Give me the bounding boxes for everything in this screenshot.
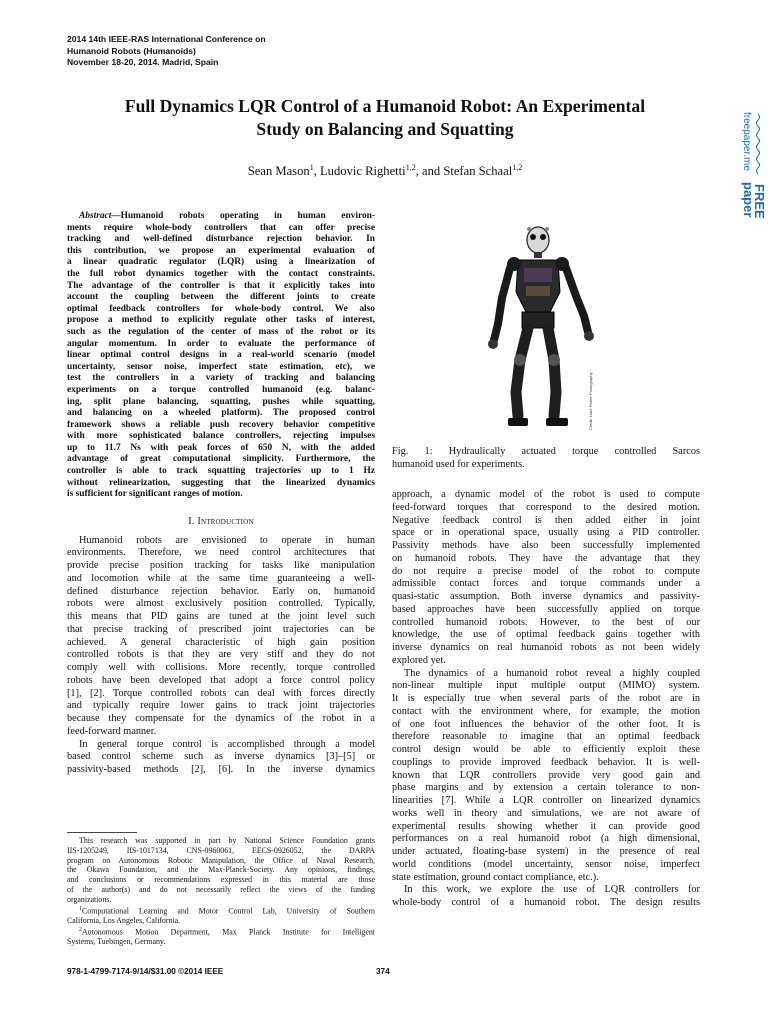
watermark-free-text: FREE [752, 184, 767, 219]
body-line: Humanoid robots are envisioned to operate in human [79, 534, 375, 546]
body-line: Passivity methods have also been successfully implemented [392, 540, 700, 551]
author-affiliation-mark: 1,2 [512, 163, 523, 172]
left-column [67, 211, 375, 777]
footnote-line: organizations. [67, 894, 112, 904]
abstract [67, 211, 375, 501]
footnote-line: IIS-1205249, IIS-1017134, CNS-0960061, EECS-0926052, the DARPA [67, 845, 375, 855]
body-line: provide precise position tracking for tasks like manipulation [67, 560, 375, 572]
robot-chest-wiring [524, 268, 552, 282]
freepaper-watermark-logo [728, 92, 767, 232]
robot-arm-right [494, 268, 510, 340]
right-column [392, 489, 700, 910]
footnote-text: Autonomous Motion Department, Max Planck Institute for Intelligent [82, 927, 375, 937]
robot-hand-right [488, 339, 498, 349]
abstract-line: uncertainty, sensor noise, imperfect state estimation, etc), we [67, 361, 375, 372]
photo-credit-text: Credit: Luke Fisher Photography [588, 372, 593, 430]
body-line: comply well with collisions. More recently, torque controlled [67, 662, 375, 674]
body-line: and typically require lower gains to track joint trajectories [67, 700, 375, 712]
robot-leg-left [548, 328, 556, 416]
body-line: In this work, we explore the use of LQR controllers for [404, 884, 700, 896]
abstract-line: controller is able to track squatting trajectories up to 1 Hz [67, 466, 375, 477]
caption-line: humanoid used for experiments. [392, 458, 525, 470]
photo-credit [588, 340, 598, 440]
footnote-line [67, 905, 375, 916]
body-line: controlled humanoid robots. However, to the best of our [392, 616, 700, 628]
body-line: therefore reasonable to imagine that an optimal feedback [392, 731, 700, 743]
abstract-line: linear optimal control designs in a real-world scenario (model [67, 350, 375, 361]
body-line: and locomotion while at the same time guaranteeing a well- [67, 572, 375, 584]
footnote-line: of the author(s) and do not necessarily reflect the views of the funding [67, 884, 375, 894]
body-line: space or in operational space, usually using a PID controller. [392, 527, 700, 539]
robot-foot-right [508, 418, 528, 426]
abstract-line: and balancing on a wheeled platform). The proposed control [67, 408, 375, 419]
right-paragraph-1 [392, 489, 700, 668]
robot-chest-electronics [526, 286, 550, 296]
robot-head-sensor [545, 227, 549, 231]
abstract-line: ments require whole-body controllers that can offer precise [67, 222, 375, 233]
body-line: experimental results showing whether it can provide good [392, 820, 700, 832]
conference-line: November 18-20, 2014. Madrid, Spain [67, 57, 219, 67]
footer-isbn: 978-1-4799-7174-9/14/$31.00 ©2014 IEEE [67, 967, 224, 976]
body-line: based control scheme such as inverse dynamics [3]–[5] or [67, 751, 375, 763]
body-line: performances on a real humanoid robot (a high dimensional, [392, 833, 700, 845]
abstract-dash: — [111, 211, 121, 221]
abstract-line: The advantage of the controller is that it explicitly takes into [67, 280, 375, 291]
body-line: control design would be able to efficiently exploit these [392, 744, 700, 755]
robot-foot-left [546, 418, 568, 426]
abstract-line: test the controllers in a variety of tracking and balancing [67, 373, 375, 384]
robot-knee-right [514, 354, 526, 366]
body-line: do not require a precise model of the robot to compute [392, 565, 700, 577]
body-line: contact with the environment where, for example, the motion [392, 705, 700, 717]
affiliation-mark: 1 [79, 905, 82, 912]
right-paragraph-3 [392, 884, 700, 910]
footnote-line [67, 926, 375, 937]
abstract-line: without relinearization, suggesting that the linearized dynamics [67, 477, 375, 488]
abstract-line: Humanoid robots operating in human environ- [120, 211, 375, 221]
body-line: state estimation, ground contact compliance, etc.). [392, 871, 599, 883]
body-line: non-linear multiple input multiple output (MIMO) system. [392, 680, 700, 692]
body-line: feed-forward torques that correspond to the desired motion. [392, 501, 700, 513]
conference-line: 2014 14th IEEE-RAS International Conference on [67, 34, 266, 44]
body-line: It is especially true when several parts of the robot are in [392, 693, 700, 704]
author-name: Ludovic Righetti [319, 164, 406, 179]
footnote-line: California, Los Angeles, California. [67, 916, 181, 925]
abstract-line: the full robot dynamics together with the contact constraints. [67, 268, 375, 279]
abstract-line: ing, split plane balancing, squatting, pushes while squatting, [67, 396, 375, 407]
body-line: whole-body control of a humanoid robot. The design results [392, 897, 700, 908]
section-numeral: I. [188, 515, 198, 527]
robot-knee-left [548, 354, 560, 366]
abstract-line: with more sophisticated balance controllers, rejecting impulses [67, 431, 375, 442]
abstract-line: such as the regulation of the center of mass of the robot or its [67, 326, 375, 337]
body-line: robots were almost exclusively position controlled. Typically, [67, 598, 375, 610]
abstract-line: propose a method to explicitly regulate other tasks of interest, [67, 315, 375, 326]
body-line: feed-forward manner. [67, 725, 157, 737]
author-affiliation-mark: 1 [309, 163, 314, 172]
author-list [60, 163, 710, 179]
body-line: known that LQR controllers provide very good gain and [392, 769, 700, 781]
intro-paragraph-2 [67, 739, 375, 777]
footnote-line: and conclusions or recommendations expressed in this material are those [67, 875, 375, 885]
affiliation-footnote-2 [67, 926, 375, 947]
author-name: Stefan Schaal [443, 164, 513, 179]
watermark-arabic-script [757, 114, 760, 174]
section-title: Introduction [197, 515, 254, 527]
abstract-line: tracking and well-defined disturbance rejection behavior. In [67, 234, 375, 245]
body-line: [1], [2]. Torque controlled robots can deal with forces directly [67, 687, 375, 699]
funding-footnote [67, 836, 375, 905]
abstract-first-line [67, 211, 375, 223]
affiliation-footnote-1 [67, 905, 375, 926]
body-line: controlled robots is that they are very stiff and they do not [67, 649, 375, 661]
abstract-line: is sufficient for significant ranges of motion. [67, 489, 243, 500]
abstract-line: this contribution, we propose an experimental evaluation of [67, 245, 375, 256]
title-line: Study on Balancing and Squatting [256, 119, 514, 139]
footnote-line: the Okawa Foundation, and the Max-Planck-Society. Any opinions, findings, [67, 865, 375, 875]
robot-head-sensor [527, 227, 531, 231]
figure-caption [392, 446, 700, 472]
body-line: of one foot influences the behavior of the other foot. It is [392, 718, 700, 730]
abstract-line: account the coupling between the different joints to create [67, 292, 375, 303]
body-line: The dynamics of a humanoid robot reveal a highly coupled [404, 667, 700, 679]
body-line: approach, a dynamic model of the robot is used to compute [392, 489, 700, 500]
abstract-line: advantage of great computational simplicity. Furthermore, the [67, 454, 375, 465]
abstract-line: up to 11.7 Ns with peak forces of 650 N, with the added [67, 442, 375, 453]
footnotes [67, 836, 375, 947]
author-affiliation-mark: 1,2 [405, 163, 416, 172]
body-line: linearities [7]. While a LQR controller on linearized dynamics [392, 795, 700, 806]
section-heading-introduction [67, 516, 375, 529]
page-number: 374 [376, 967, 390, 976]
body-line: inverse dynamics on real humanoid robots as not been widely [392, 642, 700, 653]
right-paragraph-2 [392, 668, 700, 885]
robot-leg-right [516, 328, 528, 416]
body-line: In general torque control is accomplished through a model [79, 738, 375, 750]
body-line: achieved. A general characteristic of high gain position [67, 636, 375, 648]
body-line: Negative feedback control is then added either in joint [392, 514, 700, 526]
body-line: environments. Therefore, we need control architectures that [67, 547, 375, 559]
body-line: quasi-static assumption. Both inverse dynamics and passivity- [392, 591, 700, 602]
affiliation-mark: 2 [79, 926, 82, 933]
watermark-url-text: freepaper.me [741, 112, 752, 171]
body-line: couplings to provide improved feedback behavior. It is well- [392, 756, 700, 768]
footnote-line: program on Autonomous Robotic Manipulation, the Office of Naval Research, [67, 855, 375, 865]
abstract-line: optimal feedback controllers for whole-body control. We also [67, 303, 375, 314]
title-line: Full Dynamics LQR Control of a Humanoid Robot: An Experimental [124, 96, 646, 116]
footnote-divider [67, 832, 137, 833]
author-separator: , [313, 164, 320, 179]
robot-head [527, 227, 549, 253]
caption-line: Fig. 1: Hydraulically actuated torque controlled Sarcos [392, 446, 700, 457]
robot-eye-right [540, 234, 546, 240]
conference-line: Humanoid Robots (Humanoids) [67, 45, 196, 56]
body-line: knowledge, the use of optimal feedback gains together with [392, 629, 700, 641]
body-line: phase margins and by extension a certain tolerance to non- [392, 782, 700, 794]
body-line: that precise tracking of prescribed joint trajectories can be [67, 623, 375, 635]
footnote-line: This research was supported in part by National Science Foundation grants [79, 836, 375, 845]
robot-eye-left [530, 234, 536, 240]
watermark-paper-text: paper [741, 182, 756, 218]
body-line: because they compensate for the dynamics of the robot in a [67, 713, 375, 725]
body-line: world conditions (model uncertainty, sensor noise, imperfect [392, 858, 700, 870]
body-line: this means that PID gains are tuned at the joint level such [67, 611, 375, 623]
body-line: under actuated, floating-base system) in the presence of real [392, 846, 700, 857]
body-line: robots have been developed that adopt a force control policy [67, 674, 375, 686]
author-separator: , and [415, 164, 444, 179]
abstract-line: experiments on a torque controlled humanoid (e.g. balanc- [67, 384, 375, 395]
footnote-text: Computational Learning and Motor Control Lab, University of Southern [82, 906, 375, 916]
footnote-line: Systems, Tuebingen, Germany. [67, 937, 166, 947]
body-line: based approaches have been successfully applied on torque [392, 603, 700, 615]
paper-title [60, 95, 710, 141]
body-line: on humanoid robots. They have the advantage that they [392, 552, 700, 564]
body-line: passivity-based methods [2], [6]. In the inverse dynamics [67, 764, 375, 776]
abstract-line: angular momentum. In order to evaluate the performance of [67, 338, 375, 349]
abstract-line: framework shows a reliable push recovery behavior competitive [67, 419, 375, 430]
body-line: defined disturbance rejection behavior. Early on, humanoid [67, 585, 375, 597]
abstract-line: a linear quadratic regulator (LQR) using a linearization of [67, 257, 375, 268]
robot-arm-left [566, 268, 588, 332]
body-line: works well in theory and simulations, we are not aware of [392, 807, 700, 819]
abstract-label: Abstract [79, 211, 112, 221]
robot-neck [534, 252, 542, 258]
author-name: Sean Mason [247, 164, 310, 179]
body-line: admissible contact forces and torque commands under a [392, 578, 700, 590]
intro-paragraph-1 [67, 535, 375, 739]
conference-header [67, 34, 367, 69]
body-line: explored yet. [392, 654, 446, 666]
